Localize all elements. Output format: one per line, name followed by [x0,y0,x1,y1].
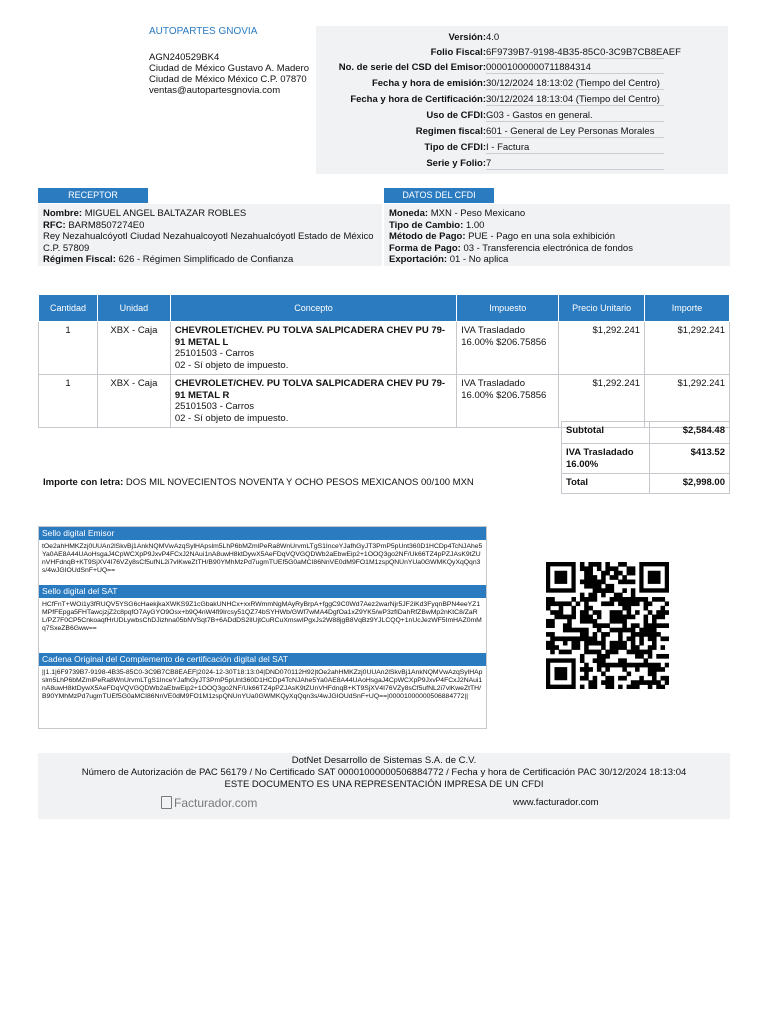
footer-disclaimer: ESTE DOCUMENTO ES UNA REPRESENTACIÓN IMPRESA DE UN CFDI [224,779,544,790]
company-addr-line2: Ciudad de México México C.P. 07870 [149,74,307,85]
footer-website: www.facturador.com [513,797,599,808]
subtotal-value: $2,584.48 [650,422,730,444]
cfdi-row-uso [316,108,728,124]
receptor-details [43,208,374,266]
cfdi-label: Versión: [448,32,486,43]
datos-cfdi-details [389,208,633,266]
receptor-regimen: 626 - Régimen Simplificado de Confianza [118,254,294,265]
receptor-rfc-label: RFC: [43,219,66,231]
receptor-regimen-label: Régimen Fiscal: [43,254,116,265]
receptor-section [38,204,382,266]
cfdi-value: I - Factura [486,142,664,154]
company-email: ventas@autopartesgnovia.com [149,85,281,96]
facturador-logo [161,796,257,810]
company-address [149,52,309,96]
cell-concepto [170,322,456,375]
col-importe: Importe [645,295,730,322]
cell-cantidad: 1 [39,322,98,375]
cfdi-value: 601 - General de Ley Personas Morales [486,126,664,138]
cfdi-label: Tipo de CFDI: [424,142,486,153]
cfdi-row-version [316,30,728,46]
importe-letra-label: Importe con letra: [43,477,124,488]
cfdi-label: Fecha y hora de Certificación: [350,94,486,105]
receptor-name-label: Nombre: [43,208,83,219]
footer-pac-name: DotNet Desarrollo de Sistemas S.A. de C.V. [291,755,477,766]
company-addr-line1: Ciudad de México Gustavo A. Madero [149,63,310,74]
impuesto-tipo: IVA Trasladado [461,325,525,336]
cfdi-value: 30/12/2024 18:13:02 (Tiempo del Centro) [486,78,664,90]
cell-impuesto [457,375,559,428]
cadena-original-text: ||1.1|6F9739B7-9198-4B35-85C0-3C9B7CB8EAEF|2024-12-30T18:13:04|DND070112H92|tOe2ahHMKZzj0UUAn2lSkvBj1AnkNQMVwAzqSylHApslm5LhP6bMZmlPeRa8WnUrvmLTgS1InceYJafhGyJT3PmP5pUnt360D1HCDp4TcNJAhe5Ya0AE8A44UAoHsgaJ4CpWCXpP9JxvP4FCxJ2NAui1nA8uwH8ktDywX5AeFDqVQVGQDWb2aEbwEip2+1OOQ3go2NF/Uk66TZ4pPZJAsK9tZUnVHFdnqB+KT9SjXV4I76VZy8sCf5ufNL2i7vlKweZtTH/B90YMhMzPd7ugmTUEf5G0aMCI86NnVE0dM9FO1M1zspQNUnYUa0GWMKQyXqQqn3s/4wJGIOUdSnF+UQ==|00001000000506884772|| [42,669,483,701]
concepto-clave: 25101503 - Carros [174,401,255,412]
cell-precio: $1,292.241 [559,322,645,375]
datos-cfdi-header: DATOS DEL CFDI [384,188,494,203]
cfdi-label: Serie y Folio: [426,158,486,169]
cfdi-row-regimen [316,124,728,140]
qr-code-icon [546,562,669,689]
cfdi-label: Uso de CFDI: [426,110,486,121]
company-info [149,26,309,96]
cfdi-row-tipo [316,140,728,156]
col-impuesto: Impuesto [457,295,559,322]
footer-pac-details: Número de Autorización de PAC 56179 / No Certificado SAT 00001000000506884772 / Fecha y hora de Certificación PAC 30/12/2024 18:13:04 [81,767,687,778]
iva-value: $413.52 [650,444,730,474]
cell-cantidad: 1 [39,375,98,428]
cell-importe: $1,292.241 [645,322,730,375]
digital-seals [38,526,487,729]
invoice-icon [161,796,172,809]
forma-pago-value: 03 - Transferencia electrónica de fondos [463,242,633,254]
cfdi-row-certificacion [316,92,728,108]
cfdi-value: 7 [486,158,664,170]
items-header-row [39,295,730,322]
cfdi-row-emision [316,76,728,92]
concepto-clave: 25101503 - Carros [174,348,255,359]
metodo-pago-value: PUE - Pago en una sola exhibición [468,231,615,242]
cfdi-value: 4.0 [486,32,500,43]
datos-cfdi-section [384,204,730,266]
sello-emisor-header: Sello digital Emisor [39,527,486,540]
cfdi-label: Fecha y hora de emisión: [371,78,486,89]
receptor-rfc: BARM8507274E0 [68,219,145,231]
iva-label [562,444,650,474]
receptor-address-line2: C.P. 57809 [43,242,90,254]
cfdi-value: 30/12/2024 18:13:04 (Tiempo del Centro) [486,94,664,106]
impuesto-monto: 16.00% $206.75856 [461,389,547,401]
cfdi-label: Folio Fiscal: [430,47,486,58]
cell-importe: $1,292.241 [645,375,730,428]
forma-pago-label: Forma de Pago: [389,242,461,254]
cell-concepto [170,375,456,428]
exportacion-label: Exportación: [389,254,448,265]
total-value: $2,998.00 [650,474,730,494]
tipo-cambio-label: Tipo de Cambio: [389,219,464,231]
iva-label-line2: 16.00% [566,458,599,470]
cell-unidad: XBX - Caja [97,322,170,375]
exportacion-value: 01 - No aplica [449,254,509,265]
company-rfc: AGN240529BK4 [149,52,220,63]
moneda-value: MXN - Peso Mexicano [430,208,526,219]
totals-table [561,421,730,494]
col-unidad: Unidad [97,295,170,322]
tipo-cambio-value: 1.00 [465,219,485,231]
col-precio-unitario: Precio Unitario [559,295,645,322]
sello-sat-header: Sello digital del SAT [39,585,486,598]
cfdi-info-box [316,26,728,174]
col-concepto: Concepto [170,295,456,322]
col-cantidad: Cantidad [39,295,98,322]
facturador-logo-text: Facturador.com [174,796,258,810]
receptor-name: MIGUEL ANGEL BALTAZAR ROBLES [84,208,247,219]
cadena-original-header: Cadena Original del Complemento de certificación digital del SAT [39,653,486,666]
receptor-header: RECEPTOR [38,188,148,203]
concepto-objeto: 02 - Sí objeto de impuesto. [174,359,289,371]
moneda-label: Moneda: [389,208,429,219]
impuesto-tipo: IVA Trasladado [461,378,525,389]
company-name: AUTOPARTES GNOVIA [149,26,258,37]
cfdi-value: G03 - Gastos en general. [486,110,664,122]
cfdi-row-serie [316,156,728,172]
cfdi-row-folio [316,45,728,61]
table-row [39,322,730,375]
receptor-address-line1: Rey Nezahualcóyotl Ciudad Nezahualcoyotl Nezahualcóyotl Estado de México [43,231,374,242]
total-row [562,474,730,494]
cfdi-value: 6F9739B7-9198-4B35-85C0-3C9B7CB8EAEF [486,47,681,58]
cell-precio: $1,292.241 [559,375,645,428]
total-label: Total [562,474,650,494]
sello-emisor-text: tOe2ahHMKZzj0UUAn2lSkvBj1AnkNQMVwAzqSylHApslm5LhP6bMZmlPeRa8WnUrvmLTgS1InceYJafhGyJT3PmP5pUnt360D1HCDp4TcNJAhe5Ya0AE8A44UAoHsgaJ4CpWCXpP9JxvP4FCxJ2NAui1nA8uwH8ktDywX5AeFDqVQVGQDWb2aEbwEip2+1OOQ3go2NF/Uk66TZ4pPZJAsK9tZUnVHFdnqB+KT9SjXV4I76VZy8sCf5ufNL2i7vlKweZtTH/B90YMhMzPd7ugmTUEf5G0aMCI86NnVE0dM9FO1M1zspQNUnYUa0GWMKQyXqQqn3s/4wJGIOUdSnF+UQ== [42,543,483,575]
items-table [38,294,730,428]
cfdi-label: No. de serie del CSD del Emisor: [338,62,486,73]
cfdi-row-csd [316,60,728,76]
iva-label-line1: IVA Trasladado [566,447,634,458]
cell-unidad: XBX - Caja [97,375,170,428]
subtotal-row [562,422,730,444]
importe-con-letra [43,477,474,488]
sello-sat-text: HCfFnT+WOi1y3fRUQV5YSG6cHaekjkaXWKS9Z1cGbakUNHCx+xxRWmmNgMAyRyBrpA+fggC9C0Wd7Aez2warNjr5JF2iKd3FyqnBPN4eeYZ1MPfFEpga5FHTawcjzjZ2c8pqfO7AyGYO9Osx+b9Q4nW4fl9Ircsy51QZ74bSYHWb/GWf7wMA4DgfOa1xZ9YK5/wP3zfIDahRfZBwMp2nKtC8/ZaRL/PZ7F0CP5CnkoaqfHrUDLywbsChDJizhna05bNVSqt7B+6ADdDS2lIUjtCuRCuXmswIPgxJs2W88jgB8VqBz9YJLCQQ+1nUcJezWF5ImHAZ0mMq7SxeZB6Gww== [42,601,482,633]
cell-impuesto [457,322,559,375]
iva-row [562,444,730,474]
impuesto-monto: 16.00% $206.75856 [461,336,547,348]
table-row [39,375,730,428]
concepto-objeto: 02 - Sí objeto de impuesto. [174,412,289,424]
importe-letra-value: DOS MIL NOVECIENTOS NOVENTA Y OCHO PESOS MEXICANOS 00/100 MXN [125,477,474,488]
subtotal-label: Subtotal [562,422,650,444]
metodo-pago-label: Método de Pago: [389,231,466,242]
concepto-desc: CHEVROLET/CHEV. PU TOLVA SALPICADERA CHEV PU 79-91 METAL L [174,325,446,348]
cfdi-value: 00001000000711884314 [486,62,664,74]
concepto-desc: CHEVROLET/CHEV. PU TOLVA SALPICADERA CHEV PU 79-91 METAL R [174,378,446,401]
footer [38,753,730,819]
cfdi-label: Regimen fiscal: [415,126,486,137]
